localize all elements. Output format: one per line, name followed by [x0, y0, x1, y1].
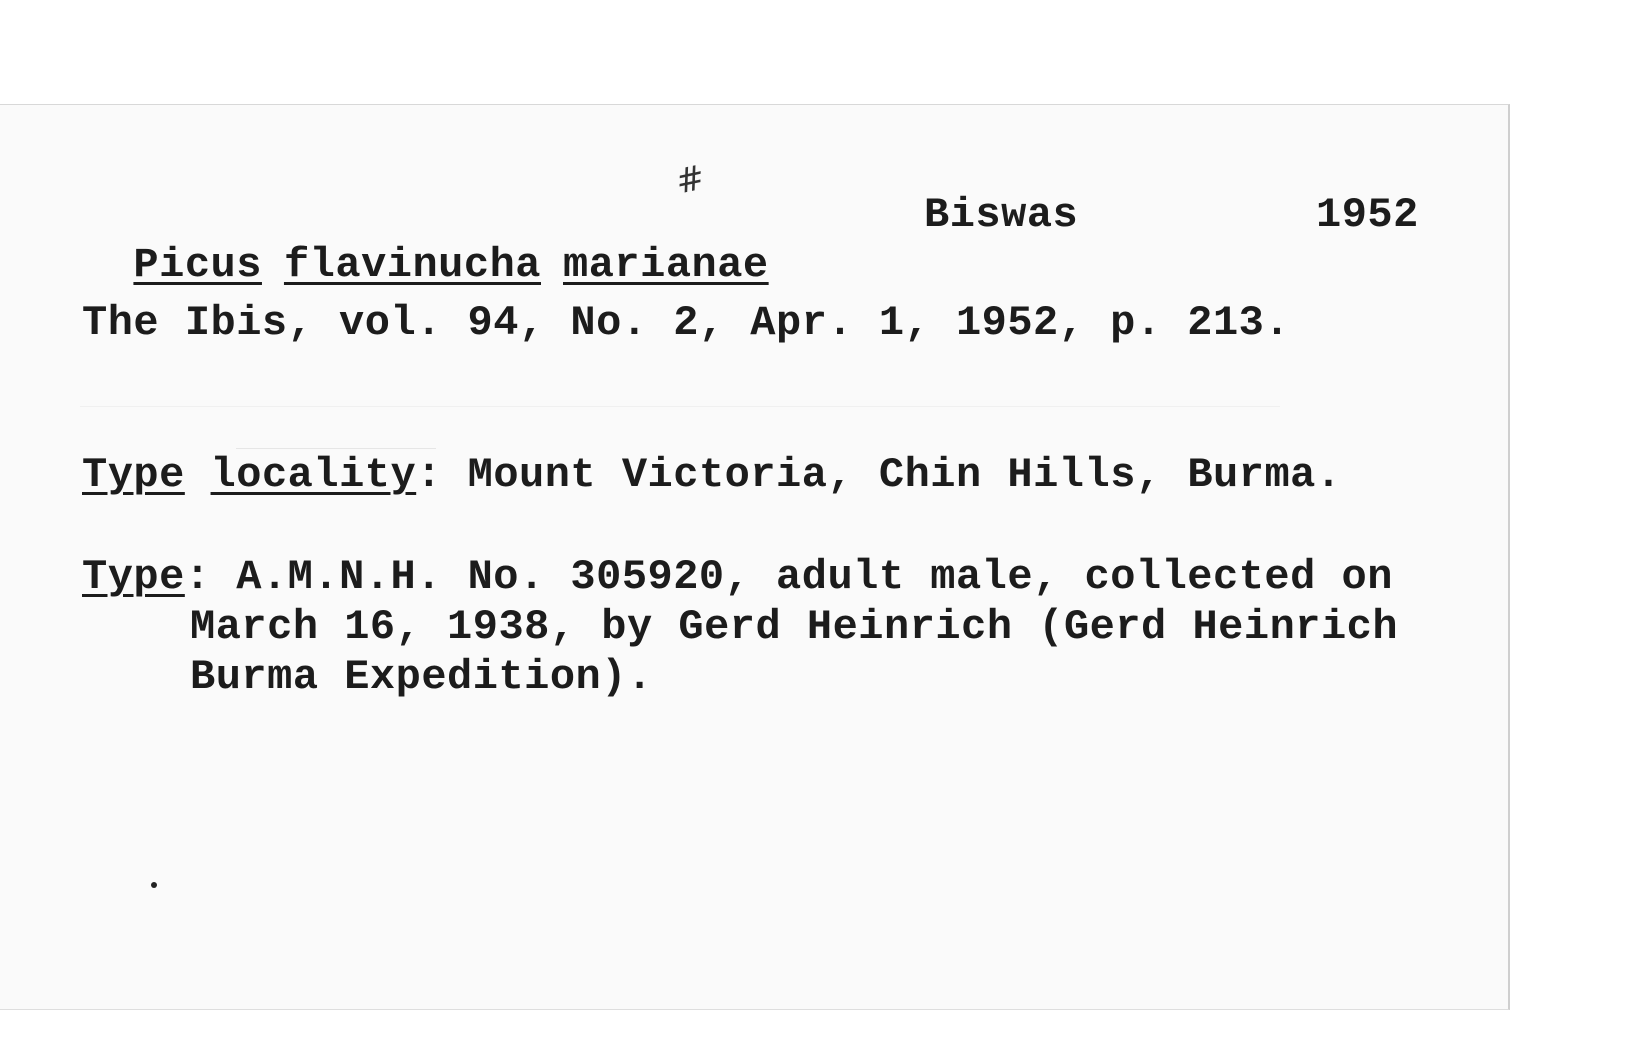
- type-label: Type: [82, 553, 185, 601]
- type-locality-value: Mount Victoria, Chin Hills, Burma.: [441, 451, 1342, 499]
- type-locality-label-locality: locality: [210, 451, 417, 499]
- type-locality-line: [82, 451, 1342, 499]
- type-specimen-line-1: [82, 553, 1393, 601]
- scan-margin: [0, 0, 1650, 104]
- publication-year: 1952: [1316, 191, 1419, 239]
- handwritten-hash-annotation: #: [672, 157, 709, 203]
- faint-rule: [236, 448, 436, 449]
- type-separator: :: [184, 553, 211, 601]
- type-specimen-line-3: Burma Expedition).: [190, 653, 653, 701]
- type-locality-label-type: Type: [82, 451, 185, 499]
- type-locality-separator: :: [416, 451, 442, 499]
- author-name: Biswas: [924, 191, 1079, 239]
- citation-line: The Ibis, vol. 94, No. 2, Apr. 1, 1952, p. 213.: [82, 299, 1291, 347]
- type-specimen-line-2: March 16, 1938, by Gerd Heinrich (Gerd Heinrich: [190, 603, 1399, 651]
- type-specimen-text-1: A.M.N.H. No. 305920, adult male, collected on: [210, 553, 1393, 601]
- subspecies-epithet: marianae: [563, 241, 769, 289]
- faint-rule: [80, 406, 1280, 407]
- species-name: [82, 202, 769, 289]
- genus-name: Picus: [133, 241, 262, 289]
- stray-ink-dot: [151, 882, 157, 888]
- species-epithet: flavinucha: [283, 241, 541, 289]
